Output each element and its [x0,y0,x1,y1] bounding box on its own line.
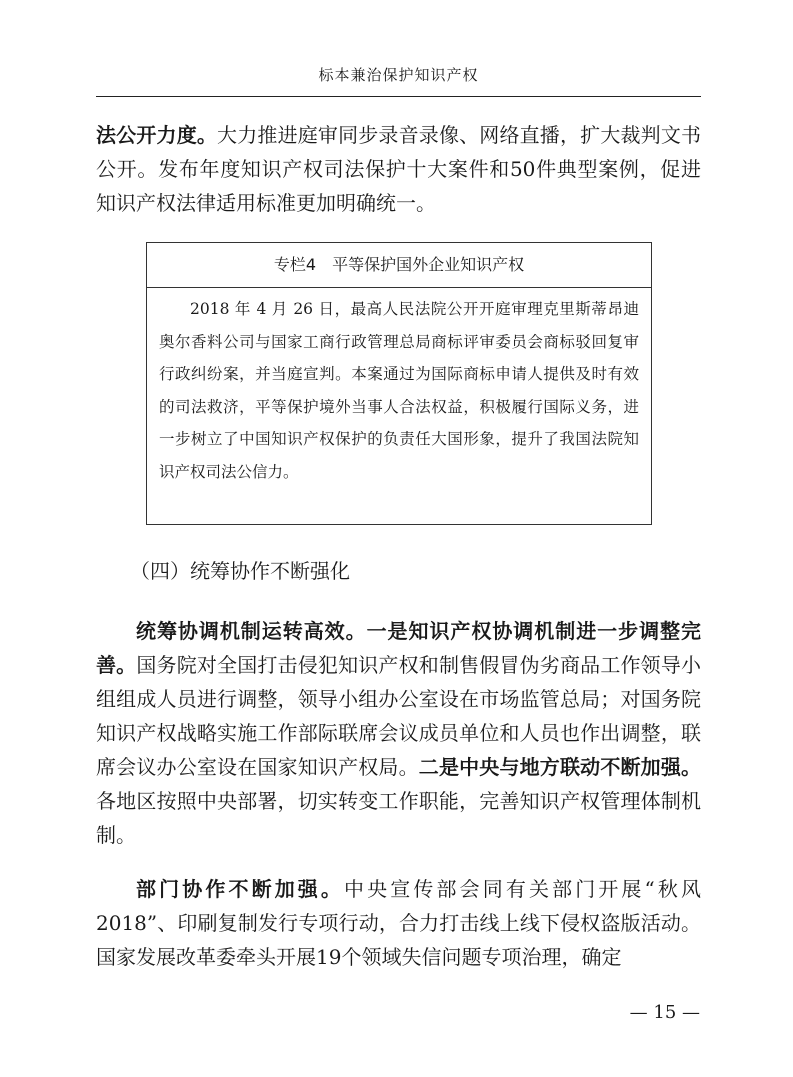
department-paragraph [96,872,701,974]
section-heading: （四）统筹协作不断强化 [130,559,350,583]
coordination-paragraph [96,614,701,852]
intro-paragraph [96,118,701,220]
page-number: — 15 — [629,1002,700,1023]
box-body: 2018 年 4 月 26 日，最高人民法院公开开庭审理克里斯蒂昂迪奥尔香料公司与国家工商行政管理总局商标评审委员会商标驳回复审行政纠纷案，并当庭宣判。本案通过为国际商标申请人提供及时有效的司法救济，平等保护境外当事人合法权益，积极履行国际义务，进一步树立了中国知识产权保护的负责任大国形象，提升了我国法院知识产权司法公信力。 [159,300,639,481]
department-text: 中央宣传部会同有关部门开展“秋风2018”、印刷复制发行专项行动，合力打击线上线下侵权盗版活动。国家发展改革委牵头开展19个领域失信问题专项治理，确定 [96,877,701,969]
box-title: 专栏4 平等保护国外企业知识产权 [147,243,651,288]
running-header: 标本兼治保护知识产权 [318,66,479,84]
coordination-text: 国务院对全国打击侵犯知识产权和制售假冒伪劣商品工作领导小组组成人员进行调整，领导小组办公室设在市场监管总局；对国务院知识产权战略实施工作部际联席会议成员单位和人员也作出调整，联席会议办公室设在国家知识产权局。 [96,653,702,779]
intro-text: 大力推进庭审同步录音录像、网络直播，扩大裁判文书公开。发布年度知识产权司法保护十大案件和50件典型案例，促进知识产权法律适用标准更加明确统一。 [96,123,702,215]
coordination-bold-lead: 统筹协调机制运转高效。一是知识产权协调机制进一步调整完善。 [96,619,701,677]
sidebar-box [146,242,652,525]
central-local-text: 各地区按照中央部署，切实转变工作职能，完善知识产权管理体制机制。 [96,789,701,847]
intro-bold-lead: 法公开力度。 [96,123,218,147]
department-bold-lead: 部门协作不断加强。 [136,877,345,901]
header-divider [96,96,701,97]
central-local-bold: 二是中央与地方联动不断加强。 [418,755,702,779]
